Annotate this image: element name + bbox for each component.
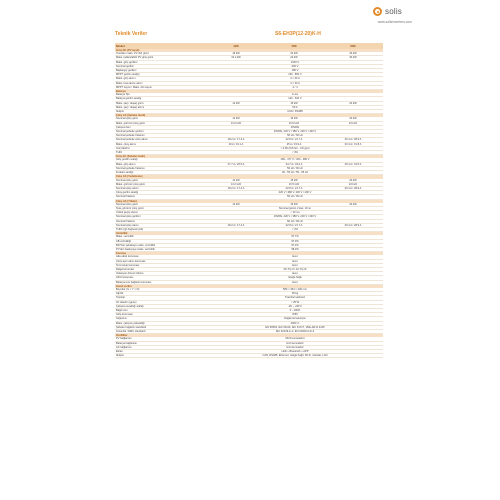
row-label: Tepe görünür çıkış gücü <box>115 206 207 210</box>
row-label: Boyutlar (G × Y × D) <box>115 288 207 292</box>
row-value: 22.8 A / 21.7 A <box>265 186 323 190</box>
row-label: Maks. verimlilik <box>115 235 207 239</box>
row-value: 24 kW <box>265 52 323 56</box>
row-value-shared: 50 Hz / 60 Hz <box>207 219 383 223</box>
row-value: 12 kW <box>207 203 265 207</box>
section-title: Özellikler <box>115 334 383 338</box>
table-row <box>115 354 383 358</box>
row-label: THDv (@ doğrusal yük) <box>115 227 207 231</box>
row-value-shared: 1000 V <box>207 60 383 64</box>
row-label: Çıkış aşırı akım koruması <box>115 259 207 263</box>
row-value: 12 kW <box>207 117 265 121</box>
row-value-shared: 4 / 4 <box>207 85 383 89</box>
row-value-shared: > 0.99 (0.8 ileri - 0.8 geri) <box>207 146 383 150</box>
row-value-shared: Evet <box>207 259 383 263</box>
row-label: AC bağlantısı <box>115 345 207 349</box>
row-label: Ada etkisi koruması <box>115 255 207 259</box>
row-value-shared: 35 kg <box>207 292 383 296</box>
row-value: 12 kW <box>207 179 265 183</box>
row-label: İletişim <box>115 354 207 358</box>
row-label: Maks. görünür çıkış gücü <box>115 121 207 125</box>
row-label: Nominal frekans <box>115 195 207 199</box>
row-value: 18.2 A / 17.4 A <box>207 223 265 227</box>
row-value-shared: 3/N/PE <box>207 125 383 129</box>
brand-logo <box>373 7 402 16</box>
model-title: S6-EH3P(12-20)K-H <box>275 31 321 37</box>
row-label: Yedek geçiş süresi <box>115 211 207 215</box>
row-value: 15 kW <box>265 203 323 207</box>
row-label: PV bağlantısı <box>115 337 207 341</box>
section-title: Çıkış AC (Yükler) <box>115 199 383 203</box>
row-value: 22 kVA <box>323 121 383 125</box>
row-value-shared: 3/N/PE, 220 V / 380 V, 230 V / 400 V <box>207 215 383 219</box>
row-value-shared: < 25 W <box>207 300 383 304</box>
row-value-shared: IEC 62109-1/-2, EN 61000-6-2/-3 <box>207 330 383 334</box>
row-label: Batarya gerilim aralığı <box>115 97 207 101</box>
row-value: 13.2 kVA <box>207 121 265 125</box>
row-value: 25 A / 23.9 A <box>265 142 323 146</box>
row-value-shared: Nominal gücün 2 katı, 10 sn <box>207 206 383 210</box>
row-label: Maks. görünür çıkış gücü <box>115 182 207 186</box>
row-value: 13.2 kVA <box>207 182 265 186</box>
row-value-shared: 180 V <box>207 69 383 73</box>
row-label: Çalışma sıcaklığı aralığı <box>115 304 207 308</box>
row-label: Önerilen maks. PV dizi gücü <box>115 52 207 56</box>
row-label: Maks. çıkış akımı <box>115 142 207 146</box>
row-label: PV'den bataryaya maks. verimlilik <box>115 247 207 251</box>
row-value-shared: 4 × 30 A <box>207 81 383 85</box>
row-value: 34.7 A / 33.2 A <box>265 162 323 166</box>
row-label: MPPT sayısı / Maks. dizi sayısı <box>115 85 207 89</box>
row-value: 22.8 A / 21.7 A <box>265 223 323 227</box>
row-label: Batarya Tipi <box>115 93 207 97</box>
row-value-shared: 50 Hz / 60 Hz <box>207 166 383 170</box>
row-value-shared: 4000 m <box>207 321 383 325</box>
row-label: Nominal çıkış gücü <box>115 117 207 121</box>
column-header: 12K <box>207 43 265 49</box>
row-label: Maks. çalışma yüksekliği <box>115 321 207 325</box>
row-value: 22 kVA <box>323 182 383 186</box>
row-label: Batarya ters bağlantı koruması <box>115 280 207 284</box>
row-value: 15 kW <box>265 179 323 183</box>
row-value-shared: -25 ~ +60°C <box>207 304 383 308</box>
row-value: 30 kW <box>323 56 383 60</box>
row-label: Giriş koruması <box>115 313 207 317</box>
row-value-shared: 45 - 55 Hz / 55 - 65 Hz <box>207 171 383 175</box>
section-title: Çıkış AC (Şebeke tarafı) <box>115 114 383 118</box>
row-label: İletişim <box>115 110 207 114</box>
section-title: Koruma <box>115 252 383 256</box>
row-value: 27.7 A / 26.5 A <box>207 162 265 166</box>
row-value-shared: 184 - 477 V / 320 - 480 V <box>207 158 383 162</box>
row-value: 33.4 A / 31.8 A <box>323 142 383 146</box>
row-label: Nominal çıkış akımı <box>115 223 207 227</box>
section-title: Giriş DC (PV tarafı) <box>115 49 383 52</box>
row-value-shared: IP66 <box>207 313 383 317</box>
column-header: 20K <box>323 43 383 49</box>
row-value-shared: 50 Hz / 60 Hz <box>207 134 383 138</box>
section-title: Genel veriler <box>115 284 383 288</box>
row-label: Nominal çıkış gücü <box>115 179 207 183</box>
row-label: Maks. kullanılabilir PV giriş gücü <box>115 56 207 60</box>
section-title: Giriş AC (Şebeke tarafı) <box>115 155 383 159</box>
row-value: 18.2 A / 17.4 A <box>207 138 265 142</box>
row-value-shared: Transformatörsüz <box>207 296 383 300</box>
page-title: Teknik Veriler <box>115 31 148 37</box>
row-label: Nominal çıkış gerilimi <box>115 215 207 219</box>
row-label: Güvenlik / EMC standardı <box>115 330 207 334</box>
row-value-shared: 97.7% <box>207 235 383 239</box>
row-label: Maks. şarj / deşarj akımı <box>115 105 207 109</box>
row-label: Nominal çıkış gücü <box>115 203 207 207</box>
row-label: Çıkış gerilim aralığı <box>115 191 207 195</box>
row-value-shared: CAN / RS485 <box>207 110 383 114</box>
row-value-shared: 50 A <box>207 105 383 109</box>
row-value-shared: EN 50549, IEC 62116, IEC 61727, VDE-AR-N 4105 <box>207 325 383 329</box>
row-label: THDi <box>115 151 207 155</box>
row-value: 12 kW <box>207 101 265 105</box>
row-label: Dalga koruması <box>115 267 207 271</box>
row-value-shared: 120 - 600 V <box>207 97 383 101</box>
row-label: Batarya bağlantısı <box>115 341 207 345</box>
row-value-shared: CAN, RS485, Ethernet, İsteğe bağlı: Wi-Fi, Cellular, LAN <box>207 354 383 358</box>
row-value-shared: Li-ion <box>207 93 383 97</box>
row-value: 20 kW <box>323 101 383 105</box>
row-label: Nominal çıkış akımı <box>115 186 207 190</box>
sun-logo-icon <box>373 7 382 16</box>
row-value: 30.4 A / 28.9 A <box>323 138 383 142</box>
row-label: Şebeke bağlantı standardı <box>115 325 207 329</box>
spec-table-body <box>115 49 383 358</box>
row-label: Güç faktörü <box>115 146 207 150</box>
row-value: 20 kW <box>323 203 383 207</box>
row-label: Nominal şebeke gerilimi <box>115 130 207 134</box>
row-label: Maks. kısa devre akımı <box>115 81 207 85</box>
row-value-shared: 160 - 850 V <box>207 73 383 77</box>
row-value-shared: < 10 ms <box>207 211 383 215</box>
row-value-shared: 50 Hz / 60 Hz <box>207 195 383 199</box>
row-value: 20 A / 19.1 A <box>207 142 265 146</box>
row-label: MPPT gerilim aralığı <box>115 73 207 77</box>
row-value-shared: MC4 konnektörü <box>207 337 383 341</box>
section-title: Verimlilik <box>115 232 383 236</box>
row-value-shared: < 2% <box>207 227 383 231</box>
row-label: Nominal şebeke frekansı <box>115 134 207 138</box>
spec-table <box>115 43 383 358</box>
section-title: Çıkış AC (Yedekleme) <box>115 175 383 179</box>
row-value-shared: 220 V / 380 V, 230 V / 400 V <box>207 191 383 195</box>
row-value: 45.4 A / 43.5 A <box>323 162 383 166</box>
row-value-shared: 97.2% <box>207 243 383 247</box>
row-value-shared: 0 - 100% <box>207 309 383 313</box>
row-value: 15 kW <box>265 117 323 121</box>
row-value-shared: 600 V <box>207 64 383 68</box>
row-value-shared: Evet <box>207 280 383 284</box>
row-value-shared: Doğal konveksiyon <box>207 317 383 321</box>
brand-name: solis <box>385 7 403 16</box>
row-label: Bağıl nem <box>115 309 207 313</box>
row-value: 19 kW <box>207 52 265 56</box>
row-value-shared: Hızlı konnektör <box>207 341 383 345</box>
row-label: Topoloji <box>115 296 207 300</box>
row-label: Soğutma <box>115 317 207 321</box>
row-value-shared: Evet <box>207 255 383 259</box>
website-text: www.solisinverters.com <box>377 20 412 24</box>
row-value-shared: 580 × 364 × 230 mm <box>207 288 383 292</box>
row-value: 30.4 A / 28.9 A <box>323 223 383 227</box>
row-label: Maks. şarj / deşarj gücü <box>115 101 207 105</box>
row-value: 16.5 kVA <box>265 182 323 186</box>
row-label: Nominal frekans <box>115 219 207 223</box>
row-value-shared: Evet <box>207 272 383 276</box>
row-label: Ağırlık <box>115 292 207 296</box>
row-value-shared: DC Tip II / AC Tip III <box>207 267 383 271</box>
row-label: Frekans aralığı <box>115 171 207 175</box>
column-header: Model <box>115 43 207 49</box>
row-label: Nominal şebeke frekansı <box>115 166 207 170</box>
section-title: Batarya <box>115 90 383 94</box>
row-value-shared: < 3% <box>207 151 383 155</box>
row-label: Nominal gerilim <box>115 64 207 68</box>
row-value: 16.5 kVA <box>265 121 323 125</box>
row-value: 18.2 A / 17.4 A <box>207 186 265 190</box>
row-value-shared: Evet <box>207 263 383 267</box>
row-label: Ters kutup koruması <box>115 263 207 267</box>
row-value: 30 kW <box>323 52 383 56</box>
row-value-shared: Hızlı konnektör <box>207 345 383 349</box>
row-label: Giriş gerilim aralığı <box>115 158 207 162</box>
row-label: AB verimliliği <box>115 239 207 243</box>
row-label: Öz tüketim (gece) <box>115 300 207 304</box>
row-label: Ekran <box>115 350 207 354</box>
row-value: 30.4 A / 28.9 A <box>323 186 383 190</box>
row-label: Maks. giriş akımı <box>115 162 207 166</box>
row-label: İzolasyon direnci izleme <box>115 272 207 276</box>
row-value-shared: 4 × 20 A <box>207 77 383 81</box>
row-label: AFCI koruması <box>115 276 207 280</box>
row-value: 19.2 kW <box>207 56 265 60</box>
row-label: Başlangıç gerilimi <box>115 69 207 73</box>
row-label: Maks. giriş gerilimi <box>115 60 207 64</box>
row-value: 22.8 A / 21.7 A <box>265 138 323 142</box>
row-label: Maks. giriş akımı <box>115 77 207 81</box>
row-value-shared: 97.0% <box>207 239 383 243</box>
column-header: 15K <box>265 43 323 49</box>
row-value-shared: İsteğe bağlı <box>207 276 383 280</box>
row-label: Çalışma fazı <box>115 125 207 129</box>
row-value: 24 kW <box>265 56 323 60</box>
row-value-shared: 98.0% <box>207 247 383 251</box>
row-value-shared: 3/N/PE, 220 V / 380 V, 230 V / 400 V <box>207 130 383 134</box>
row-value-shared: LED + Bluetooth + APP <box>207 350 383 354</box>
row-value: 20 kW <box>323 117 383 121</box>
row-value: 20 kW <box>323 179 383 183</box>
row-label: BAT'tan şebekeye maks. verimlilik <box>115 243 207 247</box>
row-label: Nominal şebeke çıkış akımı <box>115 138 207 142</box>
row-value: 15 kW <box>265 101 323 105</box>
